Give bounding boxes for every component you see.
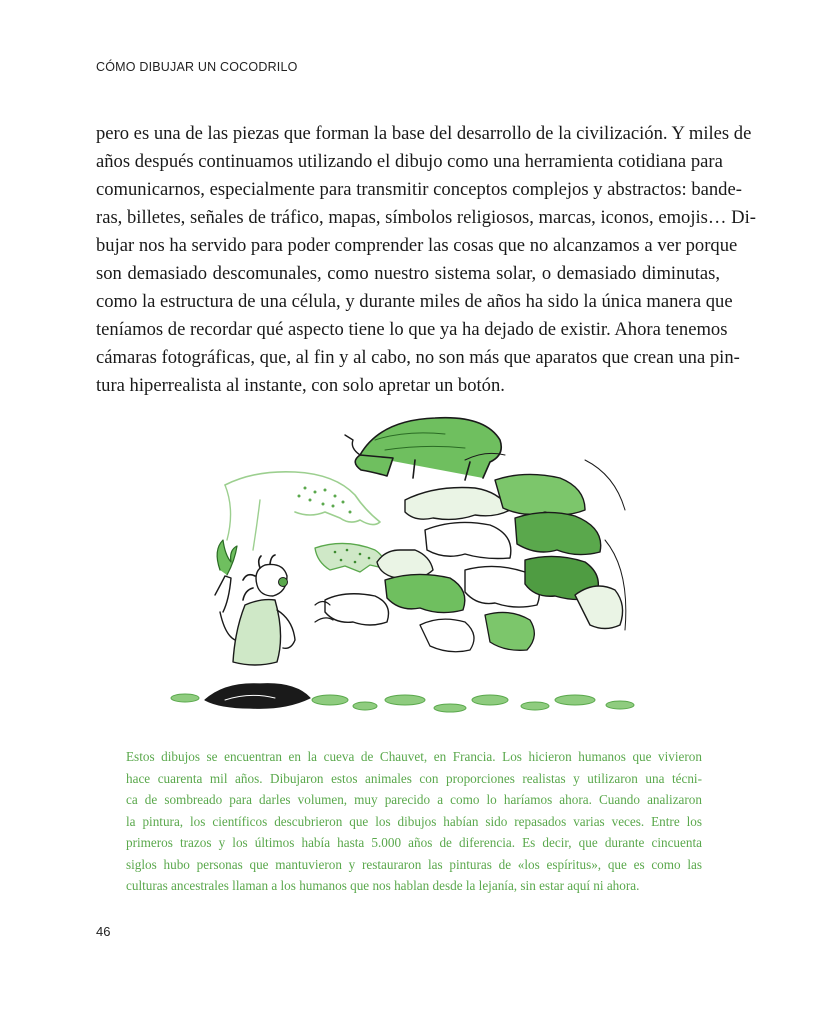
image-caption — [126, 746, 702, 897]
rhino-figure — [345, 418, 501, 480]
caption-line: hace cuarenta mil años. Dibujaron estos animales con proporciones realistas y utilizaron una técni- — [126, 770, 702, 786]
body-paragraph — [96, 120, 756, 400]
seated-painter-figure — [205, 540, 333, 708]
caption-line: siglos hubo personas que mantuvieron y restauraron las pinturas de «los espíritus», que es como las — [126, 856, 702, 872]
body-line: son demasiado descomunales, como nuestro sistema solar, o demasiado diminutas, — [96, 263, 720, 284]
caption-line: Estos dibujos se encuentran en la cueva de Chauvet, en Francia. Los hicieron humanos que vivieron — [126, 749, 702, 764]
caption-line: la pintura, los científicos descubrieron que los dibujos habían sido repasados varias veces. Entre los — [126, 813, 702, 829]
body-line: como la estructura de una célula, y durante miles de años ha sido la única manera que — [96, 291, 733, 312]
running-title: CÓMO DIBUJAR UN COCODRILO — [96, 60, 298, 74]
caption-line: ca de sombreado para darles volumen, muy parecido a como lo haríamos ahora. Cuando analizaron — [126, 792, 702, 807]
body-line: comunicarnos, especialmente para transmitir conceptos complejos y abstractos: bande- — [96, 179, 742, 200]
leopard-figure — [315, 543, 384, 572]
body-line: cámaras fotográficas, que, al fin y al cabo, no son más que aparatos que crean una pin- — [96, 347, 740, 368]
body-line: teníamos de recordar qué aspecto tiene lo que ya ha dejado de existir. Ahora tenemos — [96, 319, 728, 340]
body-line: bujar nos ha servido para poder comprender las cosas que no alcanzamos a ver porque — [96, 235, 738, 256]
horse-figure — [225, 472, 380, 550]
caption-line: primeros trazos y los últimos había hasta 5.000 años de diferencia. Es decir, que durante cincuenta — [126, 835, 702, 850]
body-line: ras, billetes, señales de tráfico, mapas, símbolos religiosos, marcas, iconos, emojis… Di- — [96, 207, 756, 228]
body-line: pero es una de las piezas que forman la base del desarrollo de la civilización. Y miles de — [96, 123, 752, 144]
body-line: tura hiperrealista al instante, con solo apretar un botón. — [96, 375, 505, 396]
caption-line: culturas ancestrales llaman a los humanos que nos hablan desde la lejanía, sin estar aquí ni ahora. — [126, 878, 640, 893]
body-line: años después continuamos utilizando el dibujo como una herramienta cotidiana para — [96, 151, 723, 172]
cave-painting-illustration — [165, 400, 645, 720]
page-number: 46 — [96, 924, 111, 939]
